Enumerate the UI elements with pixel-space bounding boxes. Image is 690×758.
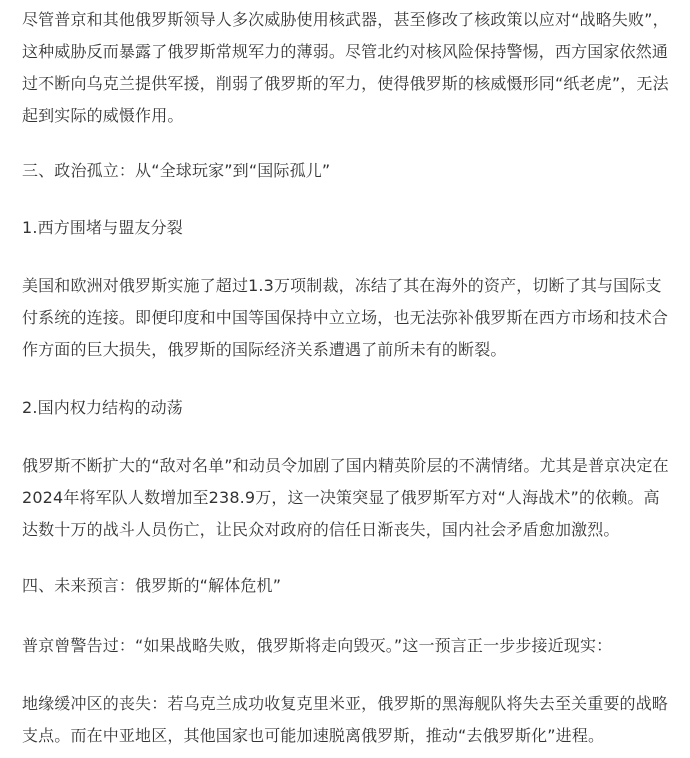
paragraph-prophecy: 普京曾警告过：“如果战略失败，俄罗斯将走向毁灭。”这一预言正一步步接近现实： xyxy=(22,636,613,655)
paragraph-nuclear-threat: 尽管普京和其他俄罗斯领导人多次威胁使用核武器，甚至修改了核政策以应对“战略失败”，这种威胁反而暴露了俄罗斯常规军力的薄弱。尽管北约对核风险保持警惕，西方国家依然通过不断向乌克兰提供军援，削弱了俄罗斯的军力，使得俄罗斯的核威慑形同“纸老虎”，无法起到实际的威慑作用。 xyxy=(22,10,669,125)
paragraph-sanctions: 美国和欧洲对俄罗斯实施了超过1.3万项制裁，冻结了其在海外的资产，切断了其与国际支付系统的连接。即便印度和中国等国保持中立立场，也无法弥补俄罗斯在西方市场和技术合作方面的巨大损失，俄罗斯的国际经济关系遭遇了前所未有的断裂。 xyxy=(22,276,669,359)
subheading-domestic-power: 2.国内权力结构的动荡 xyxy=(22,398,183,417)
subheading-western-containment: 1.西方围堵与盟友分裂 xyxy=(22,218,183,237)
section-heading-political-isolation: 三、政治孤立：从“全球玩家”到“国际孤儿” xyxy=(22,161,331,180)
section-heading-future-prophecy: 四、未来预言：俄罗斯的“解体危机” xyxy=(22,576,282,595)
paragraph-domestic-unrest: 俄罗斯不断扩大的“敌对名单”和动员令加剧了国内精英阶层的不满情绪。尤其是普京决定在2024年将军队人数增加至238.9万，这一决策突显了俄罗斯军方对“人海战术”的依赖。高达数十万的战斗人员伤亡，让民众对政府的信任日渐丧失，国内社会矛盾愈加激烈。 xyxy=(22,456,669,539)
paragraph-buffer-zone: 地缘缓冲区的丧失：若乌克兰成功收复克里米亚，俄罗斯的黑海舰队将失去至关重要的战略支点。而在中亚地区，其他国家也可能加速脱离俄罗斯，推动“去俄罗斯化”进程。 xyxy=(22,694,669,745)
